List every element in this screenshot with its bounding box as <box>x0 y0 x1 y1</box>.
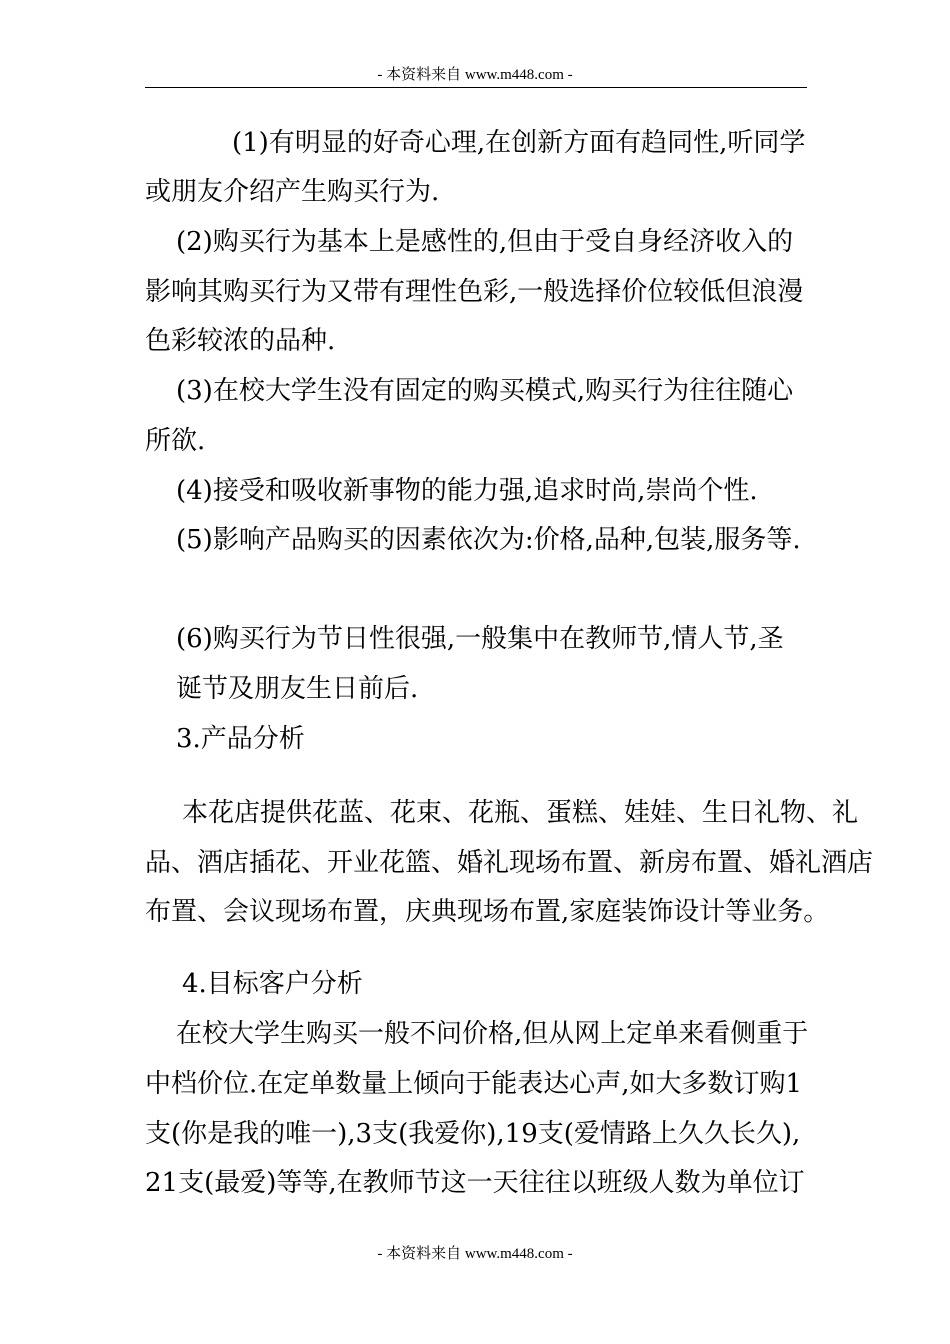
page-header: - 本资料来自 www.m448.com - <box>377 67 573 83</box>
paragraph-line: 布置、会议现场布置，庆典现场布置,家庭装饰设计等业务。 <box>145 897 830 927</box>
paragraph-line: (3)在校大学生没有固定的购买模式,购买行为往往随心 <box>176 376 794 406</box>
paragraph-line: 色彩较浓的品种. <box>145 326 336 356</box>
paragraph-line: 在校大学生购买一般不问价格,但从网上定单来看侧重于 <box>176 1019 809 1049</box>
paragraph-line: 品、酒店插花、开业花篮、婚礼现场布置、新房布置、婚礼酒店 <box>145 848 874 878</box>
paragraph-line: (4)接受和吸收新事物的能力强,追求时尚,崇尚个性. <box>176 476 758 506</box>
paragraph-line: 中档价位.在定单数量上倾向于能表达心声,如大多数订购1 <box>145 1069 803 1099</box>
paragraph-line: (1)有明显的好奇心理,在创新方面有趋同性,听同学 <box>232 128 806 158</box>
paragraph-line: 本花店提供花蓝、花束、花瓶、蛋糕、娃娃、生日礼物、礼 <box>182 798 859 828</box>
header-divider <box>145 87 807 88</box>
paragraph-line: 或朋友介绍产生购买行为. <box>145 177 440 207</box>
page-footer: - 本资料来自 www.m448.com - <box>377 1246 573 1262</box>
paragraph-line: 影响其购买行为又带有理性色彩,一般选择价位较低但浪漫 <box>145 277 804 307</box>
paragraph-line: 诞节及朋友生日前后. <box>176 674 419 704</box>
paragraph-line: (6)购买行为节日性很强,一般集中在教师节,情人节,圣 <box>176 624 784 654</box>
paragraph-line: 21支(最爱)等等,在教师节这一天往往以班级人数为单位订 <box>145 1168 805 1198</box>
paragraph-line: (2)购买行为基本上是感性的,但由于受自身经济收入的 <box>176 227 794 257</box>
paragraph-line: (5)影响产品购买的因素依次为:价格,品种,包装,服务等. <box>176 525 801 555</box>
section-heading: 4.目标客户分析 <box>182 969 363 999</box>
section-heading: 3.产品分析 <box>176 724 305 754</box>
paragraph-line: 支(你是我的唯一),3支(我爱你),19支(爱情路上久久长久), <box>145 1119 801 1149</box>
paragraph-line: 所欲. <box>145 426 206 456</box>
